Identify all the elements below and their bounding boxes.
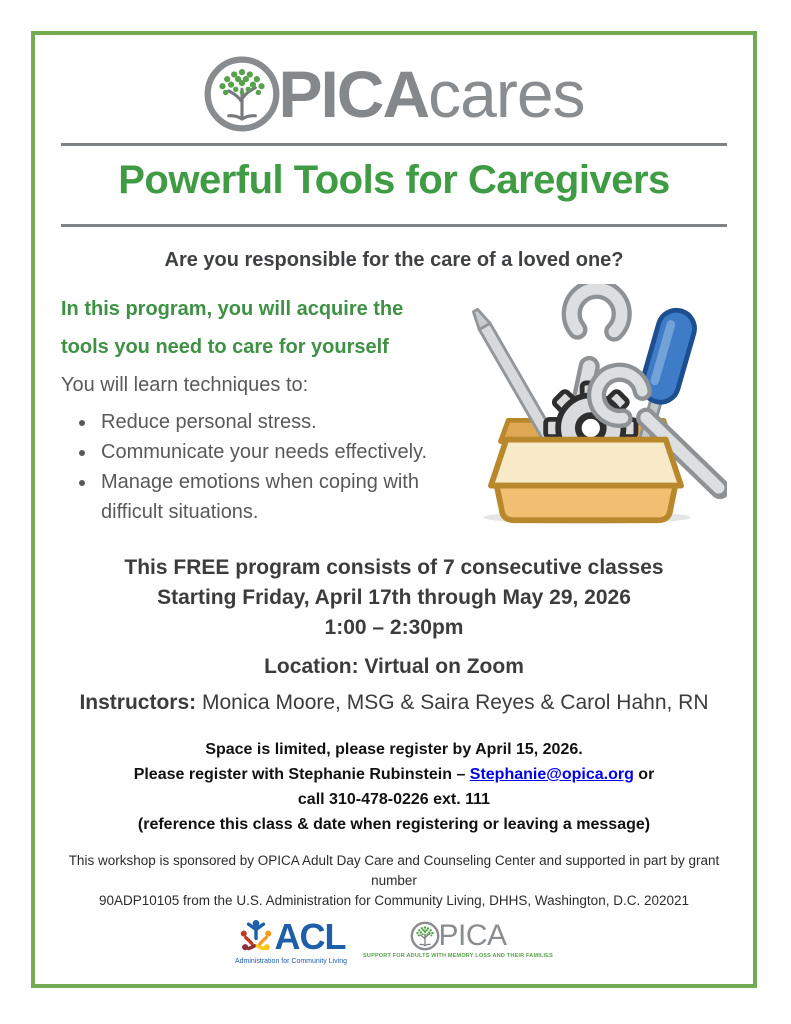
toolbox-image — [445, 284, 727, 526]
program-benefit-text — [61, 290, 439, 366]
program-details — [61, 553, 727, 643]
footer-logos — [61, 917, 727, 965]
email-link[interactable]: Stephanie@opica.org — [469, 766, 634, 783]
sponsor-line1: This workshop is sponsored by OPICA Adult Day Care and Counseling Center and supported in part by grant number — [68, 853, 720, 888]
opica-footer-logo — [363, 921, 553, 959]
instructors-names: Monica Moore, MSG & Saira Reyes & Carol Hahn, RN — [196, 691, 709, 714]
registration-contact — [61, 762, 727, 787]
opica-tree-o-icon — [203, 55, 281, 133]
location-line: Location: Virtual on Zoom — [264, 655, 524, 678]
acl-logo — [235, 917, 347, 965]
divider-under-title — [61, 224, 727, 227]
brand-name-text: PICA — [278, 57, 429, 131]
acl-tagline-text: Administration for Community Living — [234, 958, 348, 965]
page-title: Powerful Tools for Caregivers — [118, 158, 670, 202]
brand-suffix-text: cares — [428, 57, 585, 131]
intro-question: Are you responsible for the care of a loved one? — [164, 249, 624, 271]
instructors-label: Instructors: — [79, 691, 197, 714]
list-item: • Communicate your needs effectively. — [97, 437, 439, 467]
instructors-line — [61, 691, 727, 715]
divider-top — [61, 143, 727, 146]
details-line1: This FREE program consists of 7 consecutive classes — [124, 556, 664, 579]
opica-cares-logo — [61, 51, 727, 137]
registration-note: (reference this class & date when registering or leaving a message) — [137, 816, 651, 833]
sponsor-line2: 90ADP10105 from the U.S. Administration for Community Living, DHHS, Washington, D.C. 202021 — [98, 893, 690, 908]
intro-text-column — [61, 290, 439, 527]
intro-section — [61, 290, 727, 527]
toolbox-image-column — [439, 290, 727, 527]
learn-heading: You will learn techniques to: — [61, 374, 309, 396]
opica-tree-o-icon — [410, 921, 440, 951]
opica-tagline-text: SUPPORT FOR ADULTS WITH MEMORY LOSS AND THEIR FAMILIES — [363, 953, 553, 959]
list-item: • Reduce personal stress. — [97, 407, 439, 437]
registration-contact-suffix: or — [633, 766, 655, 783]
sponsor-text — [61, 851, 727, 911]
details-line2: Starting Friday, April 17th through May 29, 2026 — [157, 586, 631, 609]
flyer-content — [35, 35, 753, 984]
list-item: • Manage emotions when coping with difficult situations. — [97, 467, 439, 527]
details-line3: 1:00 – 2:30pm — [324, 616, 464, 639]
acl-name-text: ACL — [274, 916, 346, 957]
acl-people-icon — [237, 917, 275, 957]
registration-phone: call 310-478-0226 ext. 111 — [297, 791, 491, 808]
program-benefit-line2: tools you need to care for yourself — [61, 336, 389, 358]
opica-name-text: PICA — [438, 919, 507, 952]
registration-deadline: Space is limited, please register by April 15, 2026. — [205, 741, 583, 758]
registration-contact-prefix: Please register with Stephanie Rubinstein – — [133, 766, 470, 783]
program-benefit-line1: In this program, you will acquire the — [61, 298, 404, 320]
registration-block — [61, 737, 727, 837]
techniques-list — [61, 407, 439, 527]
